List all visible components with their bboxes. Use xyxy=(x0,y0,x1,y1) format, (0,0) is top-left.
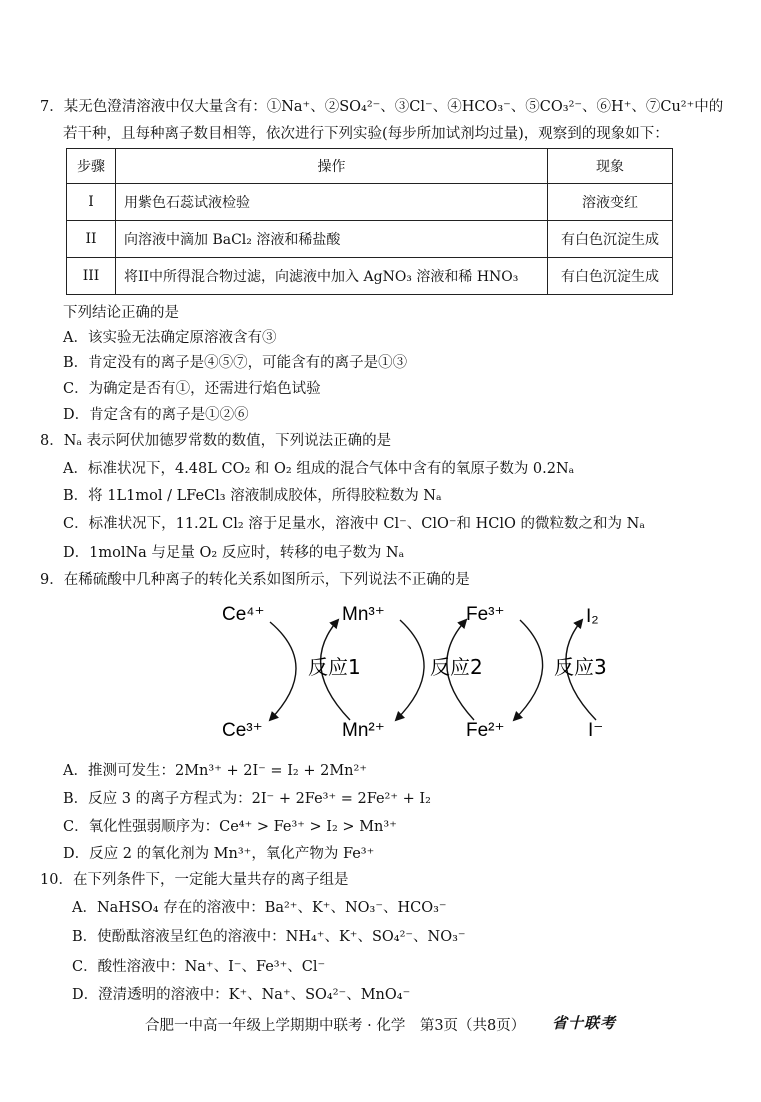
q8-option-d: D．1molNa 与足量 O₂ 反应时，转移的电子数为 Nₐ xyxy=(63,545,405,561)
q9-option-a: A．推测可发生：2Mn³⁺ + 2I⁻ = I₂ + 2Mn²⁺ xyxy=(63,763,367,779)
table-row xyxy=(67,221,673,258)
table-row xyxy=(67,184,673,221)
table-header-row xyxy=(67,149,673,184)
table-cell-result: 有白色沉淀生成 xyxy=(548,258,673,295)
reaction-2-label: 反应2 xyxy=(430,655,483,679)
q10-option-a: A．NaHSO₄ 存在的溶液中：Ba²⁺、K⁺、NO₃⁻、HCO₃⁻ xyxy=(72,900,447,916)
table-header-operation: 操作 xyxy=(116,149,548,184)
q8-option-b: B．将 1L1mol / LFeCl₃ 溶液制成胶体，所得胶粒数为 Nₐ xyxy=(63,488,442,504)
table-cell-operation: 向溶液中滴加 BaCl₂ 溶液和稀盐酸 xyxy=(116,221,548,258)
q7-stem-line2: 若干种，且每种离子数目相等，依次进行下列实验(每步所加试剂均过量)，观察到的现象如下： xyxy=(63,126,669,142)
table-cell-operation: 用紫色石蕊试液检验 xyxy=(116,184,548,221)
q7-option-c: C．为确定是否有①，还需进行焰色试验 xyxy=(63,381,321,397)
q7-steps-table xyxy=(66,148,673,295)
arc-fe-down xyxy=(514,620,543,720)
q7-option-d: D．肯定含有的离子是①②⑥ xyxy=(63,407,249,423)
q9-option-b: B．反应 3 的离子方程式为：2I⁻ + 2Fe³⁺ = 2Fe²⁺ + I₂ xyxy=(63,791,431,807)
q7-option-b: B．肯定没有的离子是④⑤⑦，可能含有的离子是①③ xyxy=(63,355,408,371)
q10-option-d: D．澄清透明的溶液中：K⁺、Na⁺、SO₄²⁻、MnO₄⁻ xyxy=(72,987,411,1003)
ion-conversion-diagram xyxy=(210,596,620,746)
ion-i2: I₂ xyxy=(586,606,599,627)
ion-ce3: Ce³⁺ xyxy=(222,720,263,741)
q7-conclusion-stem: 下列结论正确的是 xyxy=(63,305,179,321)
q9-stem: 9．在稀硫酸中几种离子的转化关系如图所示，下列说法不正确的是 xyxy=(40,572,470,588)
q8-option-a: A．标准状况下，4.48L CO₂ 和 O₂ 组成的混合气体中含有的氧原子数为 0.2Nₐ xyxy=(63,461,575,477)
table-header-step: 步骤 xyxy=(67,149,116,184)
page-footer: 合肥一中高一年级上学期期中联考 · 化学 第3页（共8页） xyxy=(145,1018,526,1034)
reaction-1-label: 反应1 xyxy=(308,655,361,679)
ion-fe2: Fe²⁺ xyxy=(466,720,505,741)
ion-i-minus: I⁻ xyxy=(588,720,604,741)
exam-stamp: 省十联考 xyxy=(552,1014,617,1032)
q10-option-c: C．酸性溶液中：Na⁺、I⁻、Fe³⁺、Cl⁻ xyxy=(72,959,326,975)
table-cell-step: I xyxy=(67,184,116,221)
ion-mn3: Mn³⁺ xyxy=(342,604,385,625)
table-cell-result: 溶液变红 xyxy=(548,184,673,221)
q8-stem: 8．Nₐ 表示阿伏加德罗常数的数值，下列说法正确的是 xyxy=(40,433,392,449)
table-header-result: 现象 xyxy=(548,149,673,184)
arc-ce-down xyxy=(270,622,296,720)
q7-option-a: A．该实验无法确定原溶液含有③ xyxy=(63,330,277,346)
reaction-3-label: 反应3 xyxy=(554,655,607,679)
ion-fe3: Fe³⁺ xyxy=(466,604,505,625)
table-cell-operation: 将II中所得混合物过滤，向滤液中加入 AgNO₃ 溶液和稀 HNO₃ xyxy=(116,258,548,295)
table-cell-step: II xyxy=(67,221,116,258)
table-cell-result: 有白色沉淀生成 xyxy=(548,221,673,258)
table-row xyxy=(67,258,673,295)
q10-option-b: B．使酚酞溶液呈红色的溶液中：NH₄⁺、K⁺、SO₄²⁻、NO₃⁻ xyxy=(72,929,466,945)
q7-stem-line1: 7．某无色澄清溶液中仅大量含有：①Na⁺、②SO₄²⁻、③Cl⁻、④HCO₃⁻、⑤CO₃²⁻、⑥H⁺、⑦Cu²⁺中的 xyxy=(40,99,724,115)
ion-ce4: Ce⁴⁺ xyxy=(222,604,265,625)
table-cell-step: III xyxy=(67,258,116,295)
q9-option-d: D．反应 2 的氧化剂为 Mn³⁺，氧化产物为 Fe³⁺ xyxy=(63,846,375,862)
ion-mn2: Mn²⁺ xyxy=(342,720,385,741)
q8-option-c: C．标准状况下，11.2L Cl₂ 溶于足量水，溶液中 Cl⁻、ClO⁻和 HClO 的微粒数之和为 Nₐ xyxy=(63,516,645,532)
arc-mn-down xyxy=(396,620,424,720)
q9-option-c: C．氧化性强弱顺序为：Ce⁴⁺ > Fe³⁺ > I₂ > Mn³⁺ xyxy=(63,819,397,835)
q10-stem: 10．在下列条件下，一定能大量共存的离子组是 xyxy=(40,872,349,888)
